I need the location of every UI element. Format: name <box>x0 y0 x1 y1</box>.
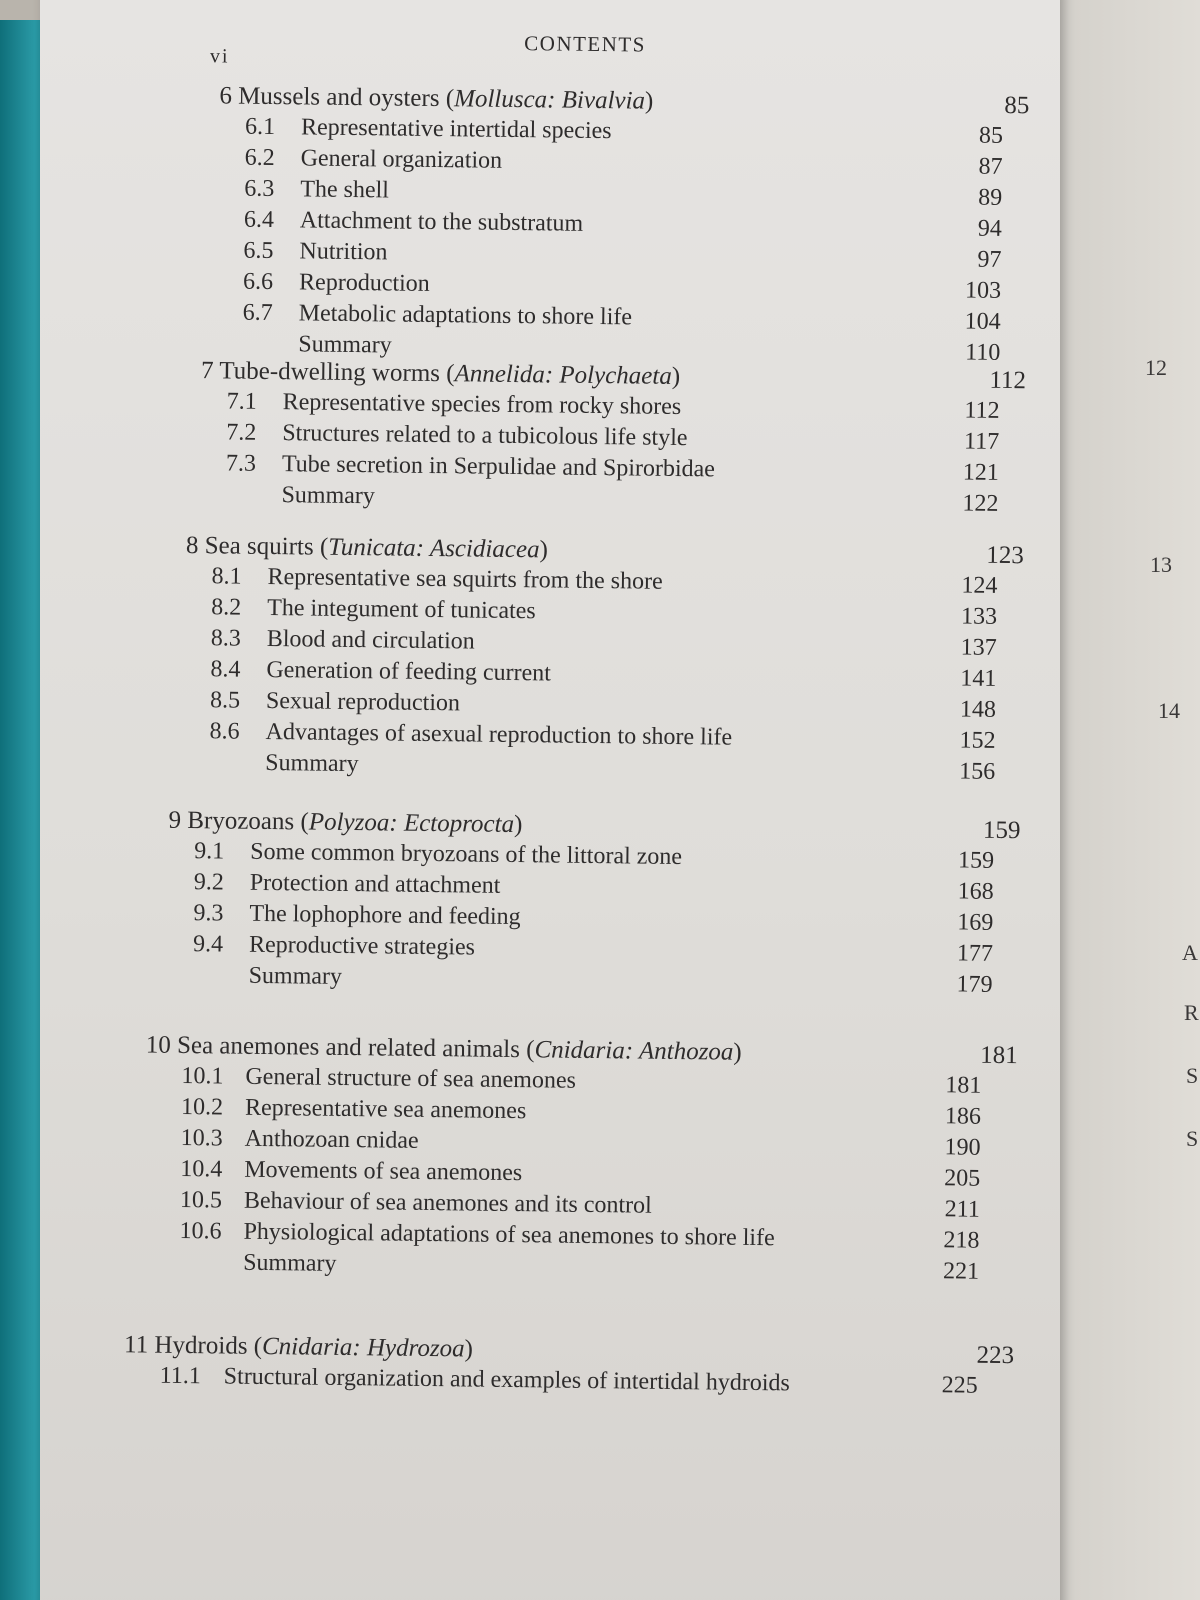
section-number: 10.2 <box>180 1093 224 1121</box>
page-number: 181 <box>945 1072 982 1099</box>
chapter-taxon: Cnidaria: Anthozoa <box>534 1036 734 1066</box>
section-number: 9.4 <box>192 931 224 958</box>
section-title: Reproduction <box>298 269 430 297</box>
page-number: 223 <box>976 1341 1015 1370</box>
section-title: Reproductive strategies <box>248 931 476 961</box>
section-number: 10.5 <box>179 1186 223 1214</box>
section-title: Protection and attachment <box>249 869 501 899</box>
chapter-heading: 6 Mussels and oysters (Mollusca: Bivalvia) 85 <box>219 82 1030 120</box>
page-number: 89 <box>978 184 1003 211</box>
section-title: Behaviour of sea anemones and its control <box>243 1187 652 1219</box>
section-title: Metabolic adaptations to shore life <box>298 300 633 331</box>
facing-page-fragment: A <box>1182 940 1198 965</box>
section-number: 6.7 <box>242 299 273 327</box>
section-number: 9.2 <box>193 869 224 896</box>
facing-page-fragment: 14 <box>1158 698 1180 723</box>
section-title: Anthozoan cnidae <box>244 1125 419 1154</box>
page-number: 169 <box>957 909 994 936</box>
section-number: 6.3 <box>244 175 275 203</box>
page-number: 85 <box>1004 91 1030 120</box>
section-number: 9.1 <box>194 838 225 865</box>
section-title: Sexual reproduction <box>265 687 461 717</box>
page-number: 156 <box>959 758 996 785</box>
page-number: 133 <box>960 603 998 630</box>
chapter-11 <box>24 1328 1145 1404</box>
section-number: 8.2 <box>211 594 242 621</box>
chapter-number: 8 <box>185 531 199 560</box>
section-title: Representative intertidal species <box>300 114 612 145</box>
chapter-heading: 9 Bryozoans (Polyzoa: Ectoprocta) 159 <box>168 806 1021 845</box>
page-number: 121 <box>962 459 1000 486</box>
section-number: 7.1 <box>226 388 257 415</box>
chapter-7 <box>34 353 1200 522</box>
section-title: Summary <box>265 749 359 778</box>
running-head: CONTENTS <box>524 31 647 57</box>
page-number: 122 <box>962 490 999 517</box>
chapter-heading: 11 Hydroids (Cnidaria: Hydrozoa) 223 <box>123 1331 1015 1370</box>
page-number: 141 <box>960 665 997 692</box>
page-number: 225 <box>941 1372 978 1399</box>
section-title: Generation of feeding current <box>266 656 552 687</box>
chapter-title: Bryozoans <box>187 807 295 836</box>
chapter-number: 10 <box>145 1031 171 1059</box>
chapter-heading: 8 Sea squirts (Tunicata: Ascidiacea) 123 <box>185 531 1025 570</box>
section-number <box>209 769 265 770</box>
chapter-number: 6 <box>219 82 233 110</box>
chapter-number: 9 <box>168 806 182 834</box>
chapter-taxon: Cnidaria: Hydrozoa <box>261 1332 465 1363</box>
page-number: 159 <box>957 847 995 874</box>
page-number: 94 <box>977 215 1003 242</box>
section-number: 9.3 <box>193 900 224 927</box>
chapter-taxon: Annelida: Polychaeta <box>454 360 672 390</box>
section-number <box>193 982 249 983</box>
page-number: 97 <box>977 246 1002 273</box>
section-number: 8.1 <box>211 563 242 590</box>
section-number: 10.4 <box>180 1155 223 1183</box>
page-number: 221 <box>942 1258 980 1285</box>
chapter-taxon: Polyzoa: Ectoprocta <box>308 808 515 839</box>
chapter-9 <box>28 803 1188 1003</box>
section-title: Nutrition <box>299 238 388 266</box>
section-number <box>225 501 281 502</box>
section-title: Representative sea anemones <box>244 1094 527 1125</box>
chapter-title: Tube-dwelling worms <box>219 357 441 388</box>
section-number: 10.1 <box>181 1062 224 1090</box>
page-number: 211 <box>944 1196 981 1223</box>
chapter-6 <box>36 78 1200 372</box>
section-title: Movements of sea anemones <box>244 1156 523 1187</box>
section-number: 7.3 <box>225 450 257 477</box>
section-number: 11.1 <box>159 1362 202 1390</box>
section-number: 6.2 <box>244 144 275 172</box>
page-number: 112 <box>964 397 1000 424</box>
page-number: 190 <box>944 1134 981 1161</box>
section-number: 6.4 <box>243 206 275 234</box>
section-title: Representative sea squirts from the shore <box>267 563 663 595</box>
chapter-title: Hydroids <box>154 1331 248 1360</box>
chapter-number: 7 <box>200 357 214 385</box>
facing-page-fragment: R <box>1184 1000 1199 1025</box>
page-number: 159 <box>982 816 1021 845</box>
facing-page-fragment: S <box>1186 1126 1199 1151</box>
section-title: Structures related to a tubicolous life style <box>282 420 688 452</box>
page-number: 205 <box>944 1165 981 1192</box>
section-number <box>242 351 298 352</box>
section-title: General organization <box>300 145 503 174</box>
section-title: Summary <box>298 331 392 359</box>
section-number: 8.6 <box>209 718 240 745</box>
page-number: 117 <box>963 428 1000 455</box>
page-number: 103 <box>964 277 1002 304</box>
chapter-taxon: Tunicata: Ascidiacea <box>328 533 540 564</box>
section-title: Tube secretion in Serpulidae and Spirorbidae <box>281 451 716 483</box>
facing-page-fragment: 13 <box>1150 552 1172 577</box>
page-number: 137 <box>960 634 997 661</box>
page-number: 123 <box>986 541 1025 570</box>
chapter-heading: 10 Sea anemones and related animals (Cnidaria: Anthozoa) 181 <box>145 1031 1018 1070</box>
section-title: The shell <box>300 176 390 204</box>
page-number: 177 <box>956 940 994 967</box>
section-title: Structural organization and examples of intertidal hydroids <box>223 1363 790 1397</box>
page-number: 168 <box>957 878 994 905</box>
page-content <box>21 0 1061 1600</box>
section-number: 6.5 <box>243 237 274 265</box>
section-number <box>179 1269 243 1270</box>
section-title: Physiological adaptations of sea anemones to shore life <box>243 1218 775 1252</box>
section-number: 8.3 <box>210 625 241 652</box>
chapter-title: Sea anemones and related animals <box>176 1031 521 1064</box>
section-number: 6.1 <box>244 113 276 141</box>
section-number: 6.6 <box>242 268 274 296</box>
folio: vi <box>209 45 230 68</box>
page-number: 152 <box>959 727 996 754</box>
section-number: 10.3 <box>180 1124 223 1152</box>
section-number: 8.5 <box>209 687 241 714</box>
chapter-title: Mussels and oysters <box>237 82 440 113</box>
section-title: Blood and circulation <box>266 625 475 655</box>
page-number: 148 <box>959 696 997 723</box>
section-title: The lophophore and feeding <box>249 900 521 931</box>
section-title: Representative species from rocky shores <box>282 389 682 421</box>
page-number: 181 <box>980 1041 1018 1070</box>
page-number: 124 <box>961 572 998 599</box>
section-number: 8.4 <box>210 656 241 683</box>
chapter-number: 11 <box>123 1331 149 1359</box>
page-number: 112 <box>989 366 1027 395</box>
page-number: 87 <box>978 153 1003 180</box>
chapter-title: Sea squirts <box>204 532 314 561</box>
section-title: Summary <box>242 1249 337 1277</box>
page-number: 85 <box>978 122 1004 149</box>
section-title: Summary <box>281 482 376 510</box>
page-number: 186 <box>944 1103 982 1130</box>
chapter-10 <box>25 1028 1166 1290</box>
page-number: 218 <box>943 1227 980 1254</box>
chapter-8 <box>31 528 1200 790</box>
section-title: General structure of sea anemones <box>245 1063 577 1094</box>
chapter-heading: 7 Tube-dwelling worms (Annelida: Polychaeta) 112 <box>200 357 1027 395</box>
section-number: 10.6 <box>179 1217 222 1245</box>
facing-page-fragment: 12 <box>1145 355 1167 380</box>
chapter-taxon: Mollusca: Bivalvia <box>453 85 646 115</box>
section-title: Summary <box>248 962 343 990</box>
contents-page <box>40 0 1060 1600</box>
section-title: Attachment to the substratum <box>299 207 584 237</box>
page-number: 179 <box>956 971 993 998</box>
page-number: 104 <box>964 308 1001 335</box>
section-title: The integument of tunicates <box>266 594 536 625</box>
section-title: Advantages of asexual reproduction to shore life <box>265 718 733 751</box>
facing-page-fragment: S <box>1186 1063 1199 1088</box>
section-title: Some common bryozoans of the littoral zone <box>250 838 683 871</box>
page-number: 110 <box>965 339 1001 366</box>
section-number: 7.2 <box>226 419 257 446</box>
